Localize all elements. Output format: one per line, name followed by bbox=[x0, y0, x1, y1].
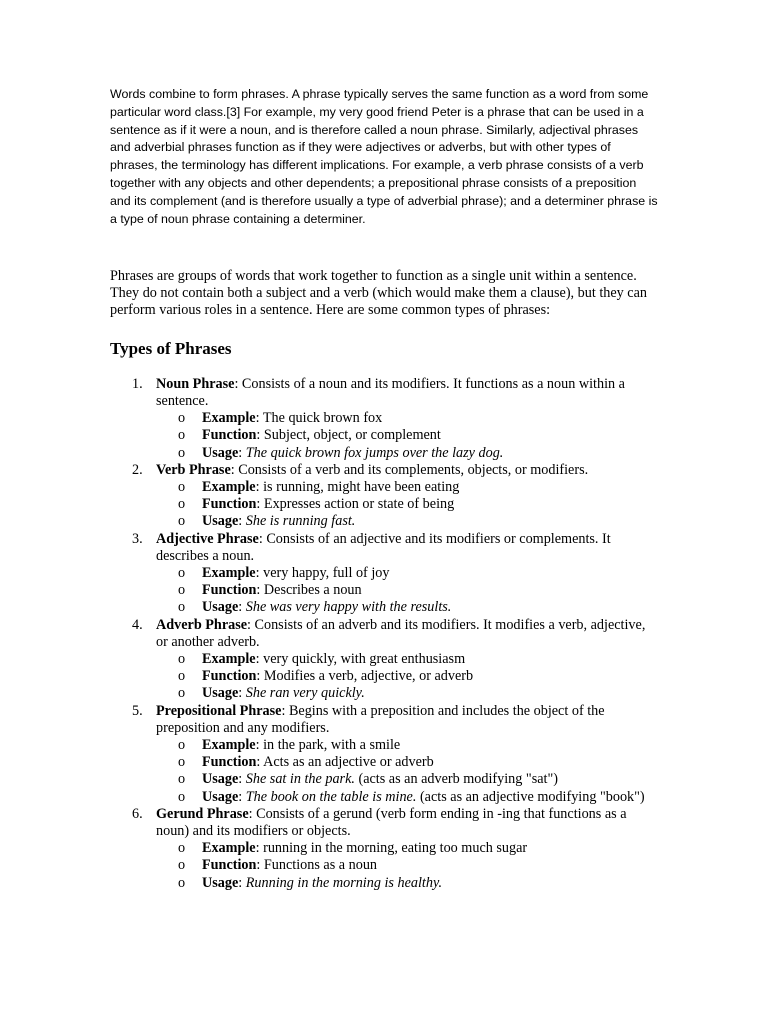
detail-label: Usage bbox=[202, 874, 239, 891]
usage-example: She sat in the park. bbox=[245, 771, 355, 788]
bullet-marker: o bbox=[178, 840, 186, 857]
detail-separator: : bbox=[256, 582, 264, 599]
usage-note: (acts as an adverb modifying "sat") bbox=[354, 771, 558, 788]
bullet-marker: o bbox=[178, 668, 186, 685]
detail-separator: : bbox=[256, 668, 264, 685]
bullet-marker: o bbox=[178, 788, 186, 805]
phrase-details-list bbox=[156, 479, 658, 531]
bullet-marker: o bbox=[178, 410, 186, 427]
phrase-type-description: : Consists of a verb and its complements, objects, or modifiers. bbox=[230, 461, 589, 478]
usage-example: The quick brown fox jumps over the lazy dog. bbox=[245, 444, 504, 461]
detail-separator: : bbox=[238, 513, 246, 530]
list-number: 1. bbox=[132, 375, 143, 392]
detail-item bbox=[156, 789, 658, 806]
detail-label: Example bbox=[202, 840, 256, 857]
bullet-marker: o bbox=[178, 599, 186, 616]
detail-separator: : bbox=[256, 427, 264, 444]
detail-text: Functions as a noun bbox=[263, 857, 378, 874]
detail-separator: : bbox=[255, 565, 264, 581]
detail-separator: : bbox=[255, 840, 264, 857]
detail-item bbox=[156, 599, 658, 616]
detail-separator: : bbox=[238, 444, 246, 461]
document-page bbox=[110, 86, 658, 892]
detail-item bbox=[156, 565, 658, 582]
detail-separator: : bbox=[238, 788, 246, 805]
detail-separator: : bbox=[255, 410, 263, 427]
detail-label: Function bbox=[202, 754, 257, 771]
detail-text: very happy, full of joy bbox=[263, 565, 390, 581]
detail-item bbox=[156, 754, 658, 771]
phrase-type-name: Noun Phrase bbox=[156, 375, 235, 392]
intro-paragraph: Words combine to form phrases. A phrase typically serves the same function as a word from some particular word class.[3] For example, my very good friend Peter is a phrase that can be used in a sentence as if it were a noun, and is therefore called a noun phrase. Similarly, adjectival phrases and adverbial phrases function as if they were adjectives or adverbs, but with other types of phrases, the terminology has different implications. For example, a verb phrase consists of a verb together with any objects and other dependents; a prepositional phrase consists of a preposition and its complement (and is therefore usually a type of adverbial phrase); and a determiner phrase is a type of noun phrase containing a determiner. bbox=[110, 87, 658, 226]
bullet-marker: o bbox=[178, 478, 186, 495]
phrase-type-description: : Consists of an adverb and its modifiers. It modifies a verb, adjective, or another adverb. bbox=[156, 616, 646, 650]
detail-label: Usage bbox=[202, 771, 239, 788]
detail-separator: : bbox=[238, 874, 246, 891]
detail-separator: : bbox=[256, 857, 264, 874]
detail-item bbox=[156, 857, 658, 874]
usage-example: Running in the morning is healthy. bbox=[245, 874, 443, 891]
detail-separator: : bbox=[255, 737, 264, 754]
bullet-marker: o bbox=[178, 754, 186, 771]
detail-label: Example bbox=[202, 478, 256, 495]
detail-label: Function bbox=[202, 857, 257, 874]
detail-separator: : bbox=[256, 754, 264, 771]
bullet-marker: o bbox=[178, 737, 186, 754]
usage-example: She ran very quickly. bbox=[245, 685, 365, 702]
detail-separator: : bbox=[256, 496, 264, 513]
detail-text: The quick brown fox bbox=[262, 410, 383, 427]
detail-item bbox=[156, 685, 658, 702]
phrase-types-list bbox=[110, 376, 658, 892]
usage-example: The book on the table is mine. bbox=[245, 788, 417, 805]
detail-text: Expresses action or state of being bbox=[263, 496, 455, 513]
detail-item bbox=[156, 479, 658, 496]
section-heading: Types of Phrases bbox=[110, 338, 232, 358]
list-number: 3. bbox=[132, 530, 143, 547]
bullet-marker: o bbox=[178, 582, 186, 599]
detail-text: very quickly, with great enthusiasm bbox=[263, 651, 466, 668]
detail-item bbox=[156, 427, 658, 444]
detail-text: in the park, with a smile bbox=[263, 737, 401, 754]
detail-label: Usage bbox=[202, 788, 239, 805]
detail-label: Function bbox=[202, 668, 257, 685]
detail-item bbox=[156, 410, 658, 427]
phrase-type-item bbox=[110, 531, 658, 617]
bullet-marker: o bbox=[178, 685, 186, 702]
detail-text: Describes a noun bbox=[263, 582, 362, 599]
detail-item bbox=[156, 582, 658, 599]
phrase-type-name: Prepositional Phrase bbox=[156, 702, 282, 719]
bullet-marker: o bbox=[178, 444, 186, 461]
detail-item bbox=[156, 668, 658, 685]
usage-example: She was very happy with the results. bbox=[245, 599, 452, 616]
bullet-marker: o bbox=[178, 427, 186, 444]
detail-text: Modifies a verb, adjective, or adverb bbox=[263, 668, 474, 685]
bullet-marker: o bbox=[178, 565, 186, 581]
detail-label: Example bbox=[202, 651, 256, 668]
phrase-details-list bbox=[156, 651, 658, 703]
phrase-type-description: : Begins with a preposition and includes the object of the preposition and any modifiers. bbox=[156, 702, 605, 736]
bullet-marker: o bbox=[178, 496, 186, 513]
detail-separator: : bbox=[238, 599, 246, 616]
bullet-marker: o bbox=[178, 771, 186, 788]
detail-item bbox=[156, 496, 658, 513]
detail-label: Usage bbox=[202, 599, 239, 616]
phrase-details-list bbox=[156, 737, 658, 806]
phrase-type-item bbox=[110, 806, 658, 892]
list-number: 4. bbox=[132, 616, 143, 633]
detail-item bbox=[156, 445, 658, 462]
phrase-type-name: Adjective Phrase bbox=[156, 530, 259, 547]
phrase-type-name: Gerund Phrase bbox=[156, 805, 249, 822]
usage-note: (acts as an adjective modifying "book") bbox=[416, 788, 645, 805]
usage-example: She is running fast. bbox=[245, 513, 356, 530]
phrase-type-description: : Consists of a gerund (verb form ending in -ing that functions as a noun) and its modifiers or objects. bbox=[156, 805, 627, 840]
phrase-type-item bbox=[110, 462, 658, 531]
detail-item bbox=[156, 651, 658, 668]
list-number: 2. bbox=[132, 461, 143, 478]
bullet-marker: o bbox=[178, 513, 186, 530]
list-number: 6. bbox=[132, 805, 143, 822]
bullet-marker: o bbox=[178, 857, 186, 874]
detail-label: Function bbox=[202, 496, 257, 513]
phrase-details-list bbox=[156, 565, 658, 617]
detail-separator: : bbox=[255, 651, 264, 668]
phrase-details-list bbox=[156, 840, 658, 892]
detail-separator: : bbox=[238, 771, 246, 788]
phrase-type-item bbox=[110, 617, 658, 703]
detail-label: Usage bbox=[202, 444, 239, 461]
detail-item bbox=[156, 771, 658, 788]
detail-item bbox=[156, 513, 658, 530]
bullet-marker: o bbox=[178, 651, 186, 668]
detail-label: Function bbox=[202, 427, 257, 444]
phrase-type-item bbox=[110, 703, 658, 806]
overview-paragraph: Phrases are groups of words that work together to function as a single unit within a sentence. They do not contain both a subject and a verb (which would make them a clause), but they can perform various roles in a sentence. Here are some common types of phrases: bbox=[110, 268, 647, 318]
bullet-marker: o bbox=[178, 874, 186, 891]
phrase-type-item bbox=[110, 376, 658, 462]
detail-separator: : bbox=[255, 478, 264, 495]
detail-label: Usage bbox=[202, 685, 239, 702]
phrase-type-description: : Consists of a noun and its modifiers. It functions as a noun within a sentence. bbox=[156, 375, 625, 409]
detail-text: running in the morning, eating too much sugar bbox=[263, 840, 528, 857]
detail-text: Acts as an adjective or adverb bbox=[263, 754, 434, 771]
phrase-type-description: : Consists of an adjective and its modifiers or complements. It describes a noun. bbox=[156, 530, 611, 564]
list-number: 5. bbox=[132, 702, 143, 719]
detail-label: Example bbox=[202, 737, 256, 754]
detail-label: Example bbox=[202, 410, 256, 427]
detail-item bbox=[156, 875, 658, 892]
detail-item bbox=[156, 737, 658, 754]
detail-label: Example bbox=[202, 565, 256, 581]
phrase-details-list bbox=[156, 410, 658, 462]
detail-text: Subject, object, or complement bbox=[263, 427, 441, 444]
phrase-type-name: Verb Phrase bbox=[156, 461, 231, 478]
phrase-type-name: Adverb Phrase bbox=[156, 616, 248, 633]
detail-item bbox=[156, 840, 658, 857]
detail-separator: : bbox=[238, 685, 246, 702]
detail-label: Usage bbox=[202, 513, 239, 530]
detail-text: is running, might have been eating bbox=[263, 478, 460, 495]
detail-label: Function bbox=[202, 582, 257, 599]
